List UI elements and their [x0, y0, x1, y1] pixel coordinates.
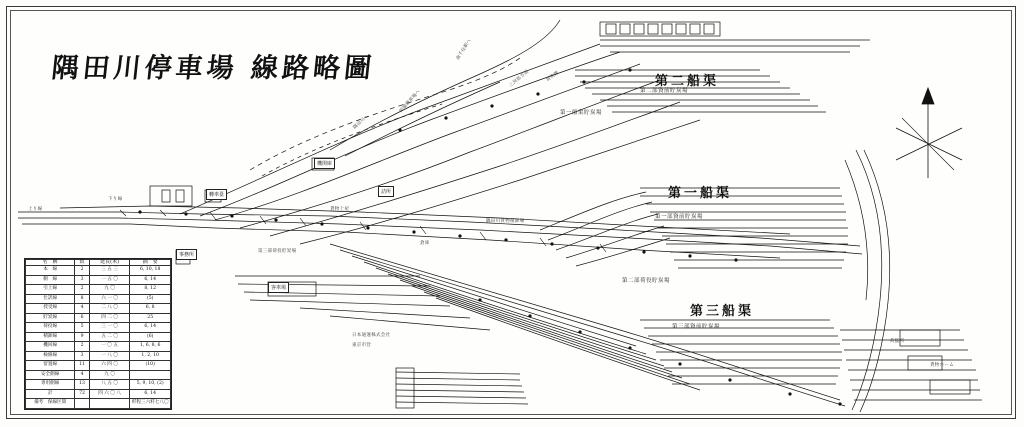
legend-cell-note: 8, 12	[130, 285, 171, 295]
legend-row	[26, 399, 171, 409]
legend-cell-len: 三 五 三	[89, 266, 130, 276]
legend-cell-note: 1, 2, 10	[130, 351, 171, 361]
box-label-jimusho: 事務所	[176, 249, 197, 260]
box-label-shashoujo: 客車場	[268, 282, 289, 293]
legend-cell-name: 仕訳線	[26, 294, 75, 304]
page-title: 隅田川停車場 線路略圖	[50, 53, 377, 84]
legend-cell-name: 授受線	[26, 304, 75, 314]
legend-cell-name: 安全側線	[26, 370, 75, 380]
legend-cell-name: 専用側線	[26, 380, 75, 390]
legend-cell-note: 1, 6, 8, 6	[130, 342, 171, 352]
legend-cell-name: 側 線	[26, 275, 75, 285]
legend-cell-note	[130, 370, 171, 380]
legend-cell-note: 6, 14	[130, 275, 171, 285]
yard-note-company: 日本通運株式会社	[352, 333, 391, 338]
legend-cell-note: 6, 14	[130, 323, 171, 333]
legend-cell-name: 積卸線	[26, 332, 75, 342]
west-line-label-2: 下り線	[108, 197, 123, 202]
legend-cell-note: 6, 8	[130, 304, 171, 314]
legend-cell-len: 一 八 〇	[89, 351, 130, 361]
yard-note-coal: 貨物上屋	[330, 207, 350, 212]
legend-row	[26, 370, 171, 380]
legend-cell-num: 11	[75, 361, 90, 371]
legend-cell-name: 備考 保線区間	[26, 399, 75, 409]
legend-cell-len: 六 四 〇	[89, 361, 130, 371]
yard-note-warehouse: 倉庫	[420, 241, 430, 246]
yard-note-platform: 貨物ホーム	[930, 363, 954, 368]
legend-row	[26, 351, 171, 361]
yard-note-sorting: 第三部荷役貯炭場	[258, 249, 297, 254]
legend-cell-num: 2	[75, 342, 90, 352]
legend-cell-len: 六 一 〇	[89, 294, 130, 304]
legend-cell-name: 荷役線	[26, 323, 75, 333]
legend-cell-num	[75, 399, 90, 409]
legend-cell-num: 6	[75, 313, 90, 323]
legend-header-note: 摘 要	[130, 260, 171, 266]
legend-cell-len: 八 五 〇	[89, 380, 130, 390]
legend-row	[26, 361, 171, 371]
legend-cell-num: 2	[75, 266, 90, 276]
legend-cell-name: 検修線	[26, 351, 75, 361]
legend-cell-note: (5)	[130, 294, 171, 304]
legend-row	[26, 285, 171, 295]
legend-cell-note: 5, 9, 10, (2)	[130, 380, 171, 390]
legend-cell-num: 72	[75, 389, 90, 399]
legend-cell-num: 9	[75, 332, 90, 342]
legend-cell-num: 13	[75, 380, 90, 390]
legend-row	[26, 332, 171, 342]
legend-cell-note: (10)	[130, 361, 171, 371]
legend-row	[26, 323, 171, 333]
legend-cell-name: 機回線	[26, 342, 75, 352]
route-label-sumidagawa: 隅田川ヘ	[352, 113, 371, 131]
legend-cell-num: 4	[75, 370, 90, 380]
legend-cell-num: 3	[75, 275, 90, 285]
legend-row	[26, 294, 171, 304]
legend-cell-num: 8	[75, 294, 90, 304]
legend-cell-name: 本 線	[26, 266, 75, 276]
legend-cell-num: 4	[75, 304, 90, 314]
legend-cell-name: 計	[26, 389, 75, 399]
compass-rose	[896, 88, 962, 178]
legend-cell-note: 6, 14	[130, 389, 171, 399]
legend-row	[26, 380, 171, 390]
legend-cell-len: 三 一 〇	[89, 323, 130, 333]
legend-cell-note: (6)	[130, 332, 171, 342]
legend-cell-len: 四 六 〇 八	[89, 389, 130, 399]
legend-table	[24, 258, 172, 410]
legend-cell-len	[89, 399, 130, 409]
west-line-label: 上り線	[28, 207, 43, 212]
legend-cell-len: 二 八 〇	[89, 304, 130, 314]
yard-note-2: 第二部荷役貯炭場	[622, 278, 671, 284]
legend-row	[26, 342, 171, 352]
legend-row	[26, 313, 171, 323]
dock-1-sublabel: 第一部資前貯炭場	[655, 214, 704, 220]
legend-cell-note: 粁程三六粁七八〇	[130, 399, 171, 409]
legend-cell-num: 5	[75, 323, 90, 333]
legend-header-name: 名 稱	[26, 260, 75, 266]
legend-header-len: 延長(米)	[89, 260, 130, 266]
route-label-tabata: 田端操車場ヘ	[398, 89, 422, 115]
legend-cell-len: 四 二 〇	[89, 313, 130, 323]
yard-note-1: 第一船渠貯炭場	[560, 110, 603, 116]
route-label-kamotsu: 貨物線	[545, 70, 561, 83]
dock-2-sublabel: 第二部資前貯炭場	[640, 88, 689, 94]
legend-cell-len: 一 五 〇	[89, 275, 130, 285]
legend-row	[26, 266, 171, 276]
dock-2-label: 第二船渠	[655, 74, 720, 89]
box-label-kichosho: 機関庫	[314, 158, 335, 169]
dock-1-label: 第一船渠	[668, 186, 733, 201]
legend-cell-len: 九 〇	[89, 370, 130, 380]
yard-note-unload: 隅田川貨物積卸場	[486, 219, 525, 224]
legend-cell-note: 25	[130, 313, 171, 323]
legend-cell-name: 留置線	[26, 361, 75, 371]
legend-cell-name: 貯炭線	[26, 313, 75, 323]
route-label-mikawashima: 三河島方面	[508, 69, 531, 89]
dock-3-sublabel: 第三部資前貯炭場	[672, 324, 721, 330]
yard-note-handling: 荷扱所	[890, 339, 905, 344]
legend-cell-len: 五 二 〇	[89, 332, 130, 342]
route-label-minamisenju: 南千住駅ヘ	[455, 38, 473, 62]
yard-note-city: 東京市営	[352, 343, 372, 348]
dock-3-label: 第三船渠	[690, 304, 755, 319]
legend-cell-len: 九 〇	[89, 285, 130, 295]
box-label-shitsumusho: 詰所	[378, 186, 394, 197]
legend-cell-note: 6, 10, 18	[130, 266, 171, 276]
legend-cell-num: 3	[75, 351, 90, 361]
legend-cell-num: 2	[75, 285, 90, 295]
box-label-tenshadai: 轉車臺	[206, 189, 227, 200]
legend-cell-name: 引上線	[26, 285, 75, 295]
legend-row	[26, 389, 171, 399]
legend-cell-len: 一 〇 五	[89, 342, 130, 352]
legend-row	[26, 304, 171, 314]
legend-header-num: 数	[75, 260, 90, 266]
legend-row	[26, 275, 171, 285]
